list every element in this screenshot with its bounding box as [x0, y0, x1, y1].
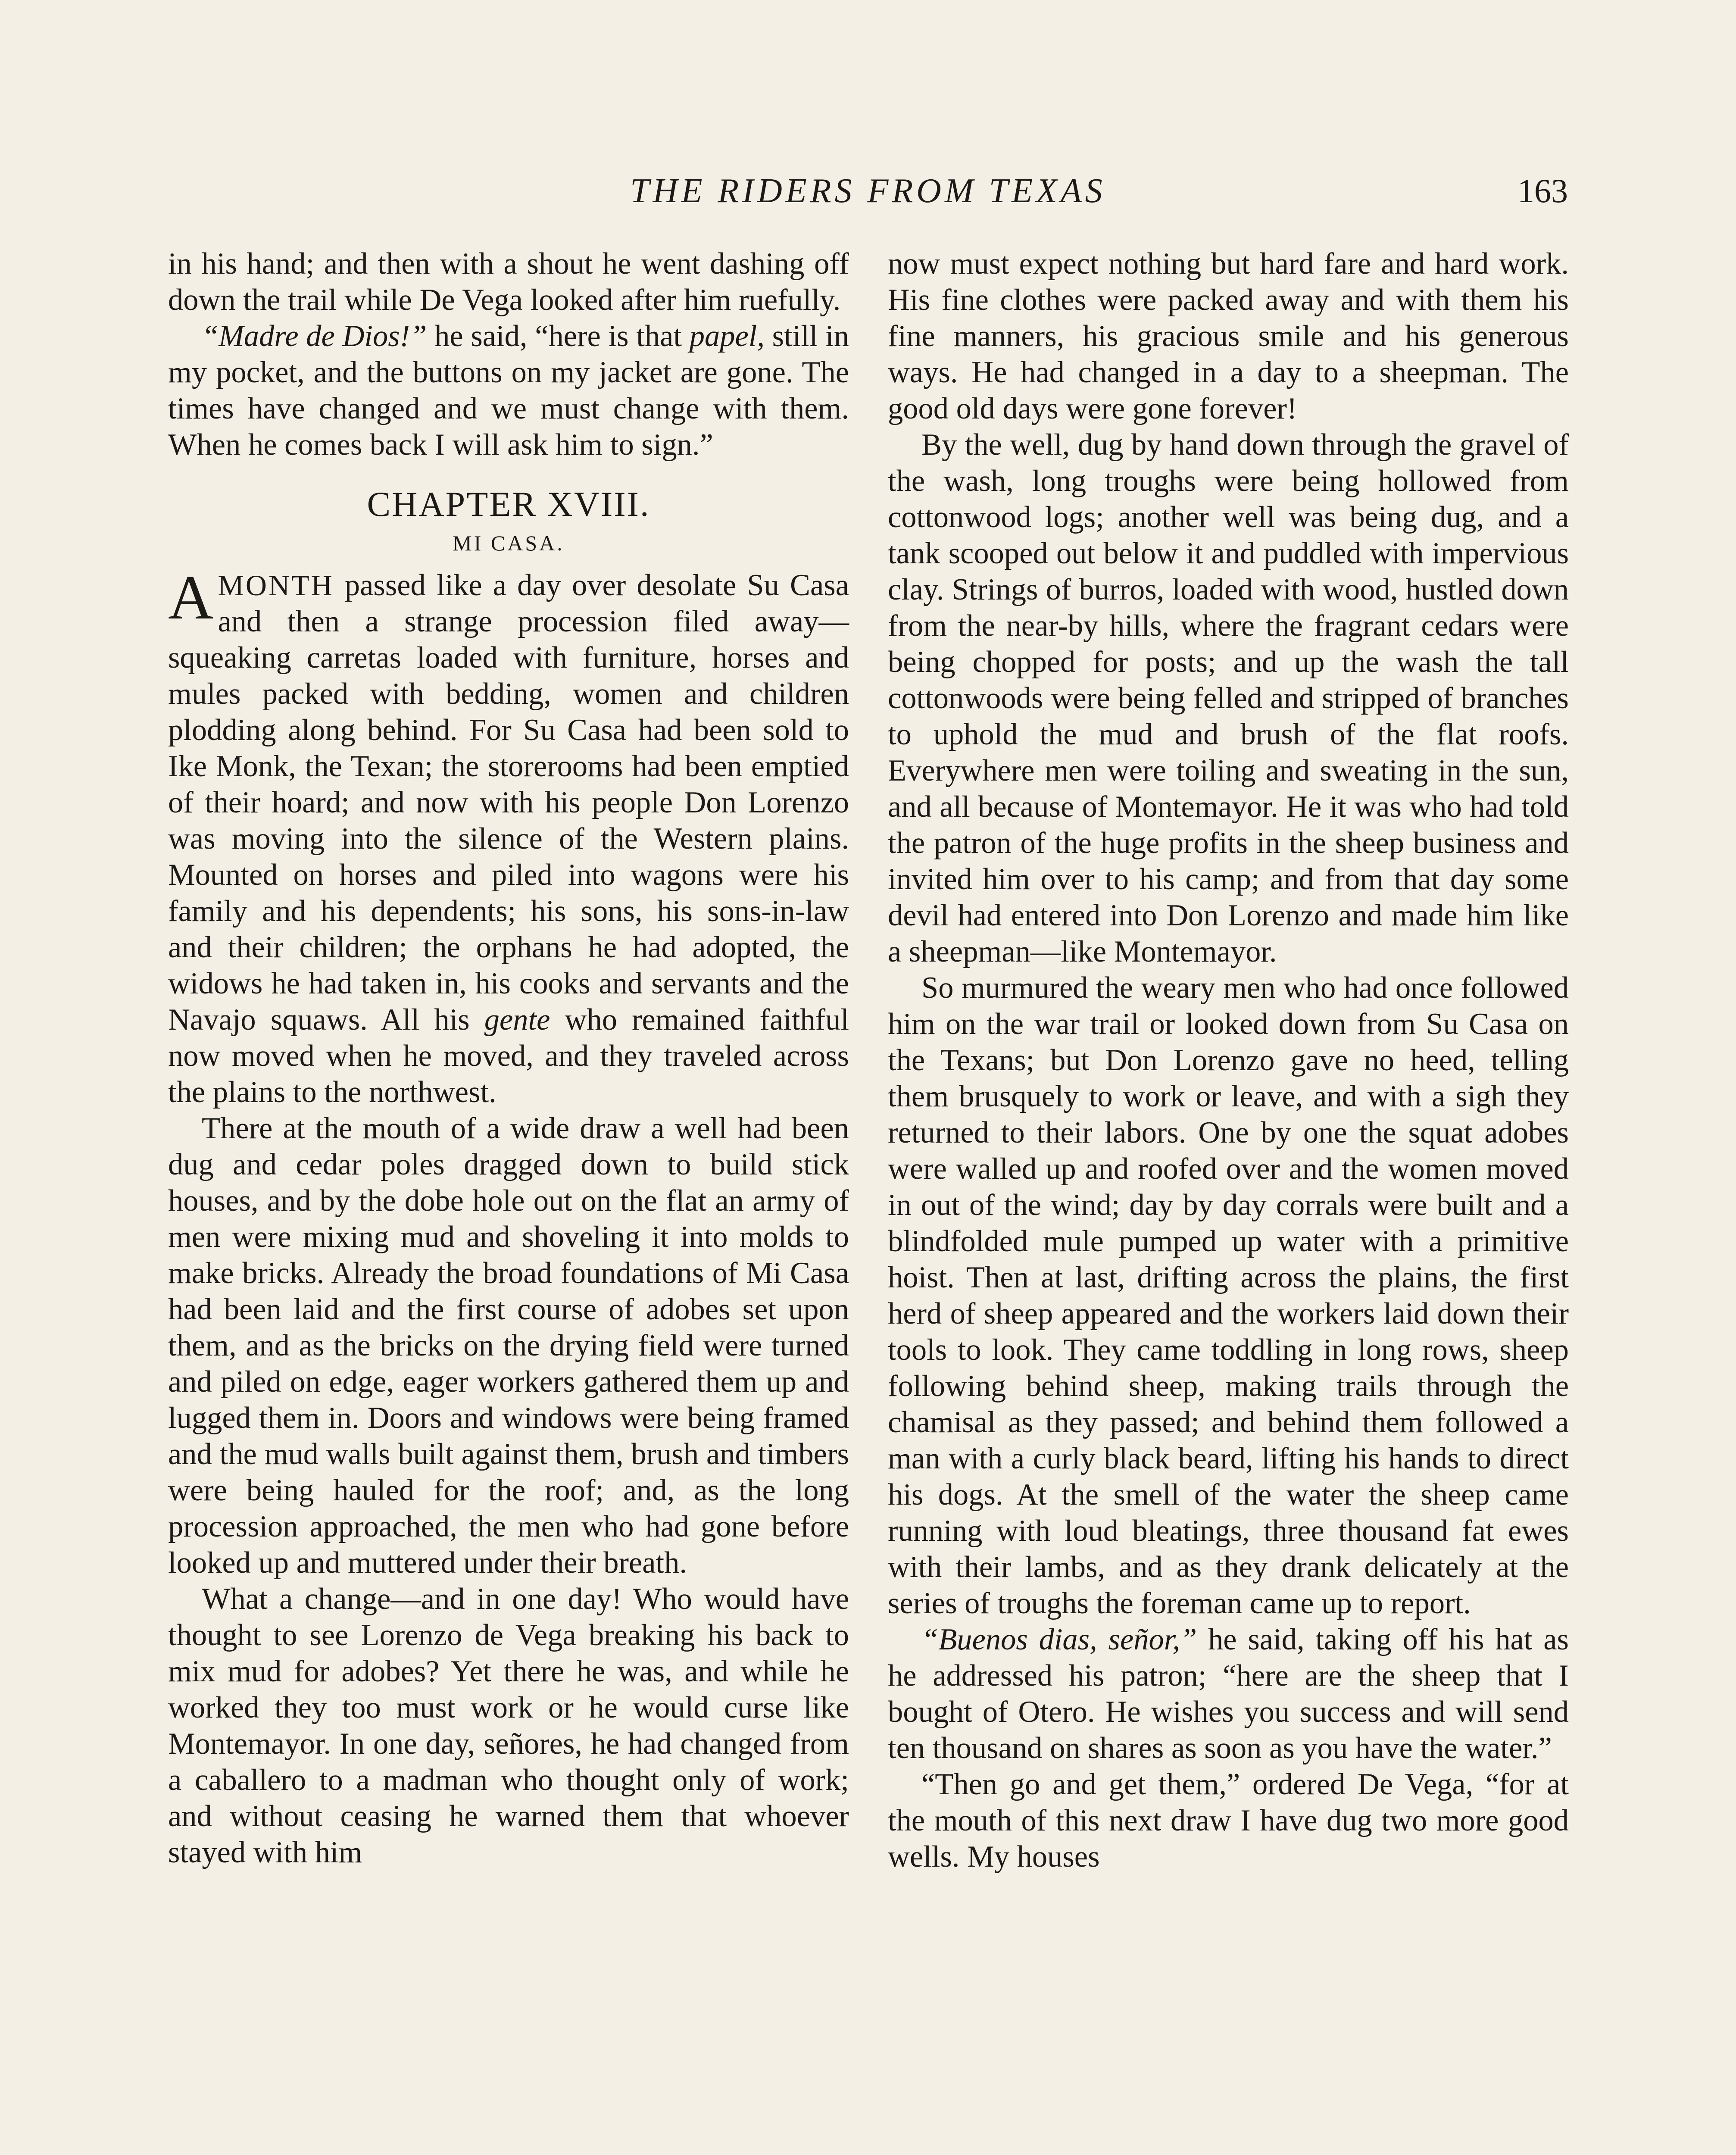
- paragraph-continued: now must expect nothing but hard fare and hard work. His fine clothes were packed away and with them his fine manners, his gracious smile and his generous ways. He had changed in a day to a sheepman. The good old days were gone forever!: [888, 247, 1569, 425]
- paragraph-text: passed like a day over desolate Su Casa and then a strange procession filed away—squeaking carretas loaded with furniture, horses and mules packed with bedding, women and children plodding along behind. For Su Casa had been sold to Ike Monk, the Texan; the storerooms had been emptied of their hoard; and now with his people Don Lorenzo was moving into the silence of the Western plains. Mounted on horses and piled into wagons were his family and his dependents; his sons, his sons-in-law and their children; the orphans he had adopted, the widows he had taken in, his cooks and servants and the Navajo squaws. All his: [168, 568, 849, 1037]
- running-title: THE RIDERS FROM TEXAS: [630, 172, 1106, 210]
- chapter-opening-paragraph: [168, 562, 849, 1110]
- paragraph-text: still in my pocket, and the buttons on my jacket are gone. The times have changed and we must change with them. When he comes back I will ask him to sign.”: [168, 319, 849, 462]
- paragraph-what-a-change: What a change—and in one day! Who would have thought to see Lorenzo de Vega breaking his back to mix mud for adobes? Yet there he was, and while he worked they too must work or he would curse like Montemayor. In one day, señores, he had changed from a caballero to a madman who thought only of work; and without ceasing he warned them that whoever stayed with him: [168, 1582, 849, 1869]
- chapter-subtitle: MI CASA.: [453, 531, 565, 555]
- paragraph-text: who remained faithful now moved when he moved, and they traveled across the plains to the northwest.: [168, 1003, 849, 1109]
- italic-exclamation: “Madre de Dios!”: [202, 319, 427, 353]
- paragraph-text: he said, “here is that: [427, 319, 690, 353]
- paragraph-madre-de-dios: [168, 318, 849, 463]
- opening-word: MONTH: [218, 569, 334, 602]
- paragraph-then-go: “Then go and get them,” ordered De Vega, “for at the mouth of this next draw I have dug two more good wells. My houses: [888, 1768, 1569, 1874]
- italic-word-gente: gente: [484, 1003, 550, 1037]
- right-column: [888, 246, 1569, 1875]
- drop-cap: A: [168, 562, 214, 632]
- page-header: [168, 167, 1568, 215]
- paragraph-mouth-of-draw: There at the mouth of a wide draw a well had been dug and cedar poles dragged down to build stick houses, and by the dobe hole out on the flat an army of men were mixing mud and shoveling it into molds to make bricks. Already the broad foundations of Mi Casa had been laid and the first course of adobes set upon them, and as the bricks on the drying field were turned and piled on edge, eager workers gathered them up and lugged them in. Doors and windows were being framed and the mud walls built against them, brush and timbers were being hauled for the roof; and, as the long procession approached, the men who had gone before looked up and muttered under their breath.: [168, 1112, 849, 1580]
- page-number: 163: [1517, 172, 1568, 209]
- left-column: [168, 246, 849, 1871]
- paragraph-so-murmured: So murmured the weary men who had once followed him on the war trail or looked down from Su Casa on the Texans; but Don Lorenzo gave no heed, telling them brusquely to work or leave, and with a sigh they returned to their labors. One by one the squat adobes were walled up and roofed over and the women moved in out of the wind; day by day corrals were built and a blindfolded mule pumped up water with a primitive hoist. Then at last, drifting across the plains, the first herd of sheep appeared and the workers laid down their tools to look. They came toddling in long rows, sheep following behind sheep, making trails through the chamisal as they passed; and behind them followed a man with a curly black beard, lifting his hands to direct his dogs. At the smell of the water the sheep came running with loud bleatings, three thousand fat ewes with their lambs, and as they drank delicately at the series of troughs the foreman came up to report.: [888, 971, 1569, 1620]
- italic-word-papel: papel,: [689, 319, 765, 353]
- paragraph-continued: in his hand; and then with a shout he went dashing off down the trail while De Vega looked after him ruefully.: [168, 247, 849, 317]
- paragraph-buenos-dias: [888, 1621, 1569, 1766]
- chapter-heading: CHAPTER XVIII.: [367, 484, 650, 524]
- paragraph-by-the-well: By the well, dug by hand down through the gravel of the wash, long troughs were being hollowed from cottonwood logs; another well was being dug, and a tank scooped out below it and puddled with impervious clay. Strings of burros, loaded with wood, hustled down from the near-by hills, where the fragrant cedars were being chopped for posts; and up the wash the tall cottonwoods were being felled and stripped of branches to uphold the mud and brush of the flat roofs. Everywhere men were toiling and sweating in the sun, and all because of Montemayor. He it was who had told the patron of the huge profits in the sheep business and invited him over to his camp; and from that day some devil had entered into Don Lorenzo and made him like a sheepman—like Montemayor.: [888, 428, 1569, 968]
- italic-greeting: “Buenos dias, señor,”: [921, 1623, 1197, 1656]
- paragraph-text: he said, taking off his hat as he addressed his patron; “here are the sheep that I bought of Otero. He wishes you success and will send ten thousand on shares as soon as you have the water.”: [888, 1623, 1569, 1765]
